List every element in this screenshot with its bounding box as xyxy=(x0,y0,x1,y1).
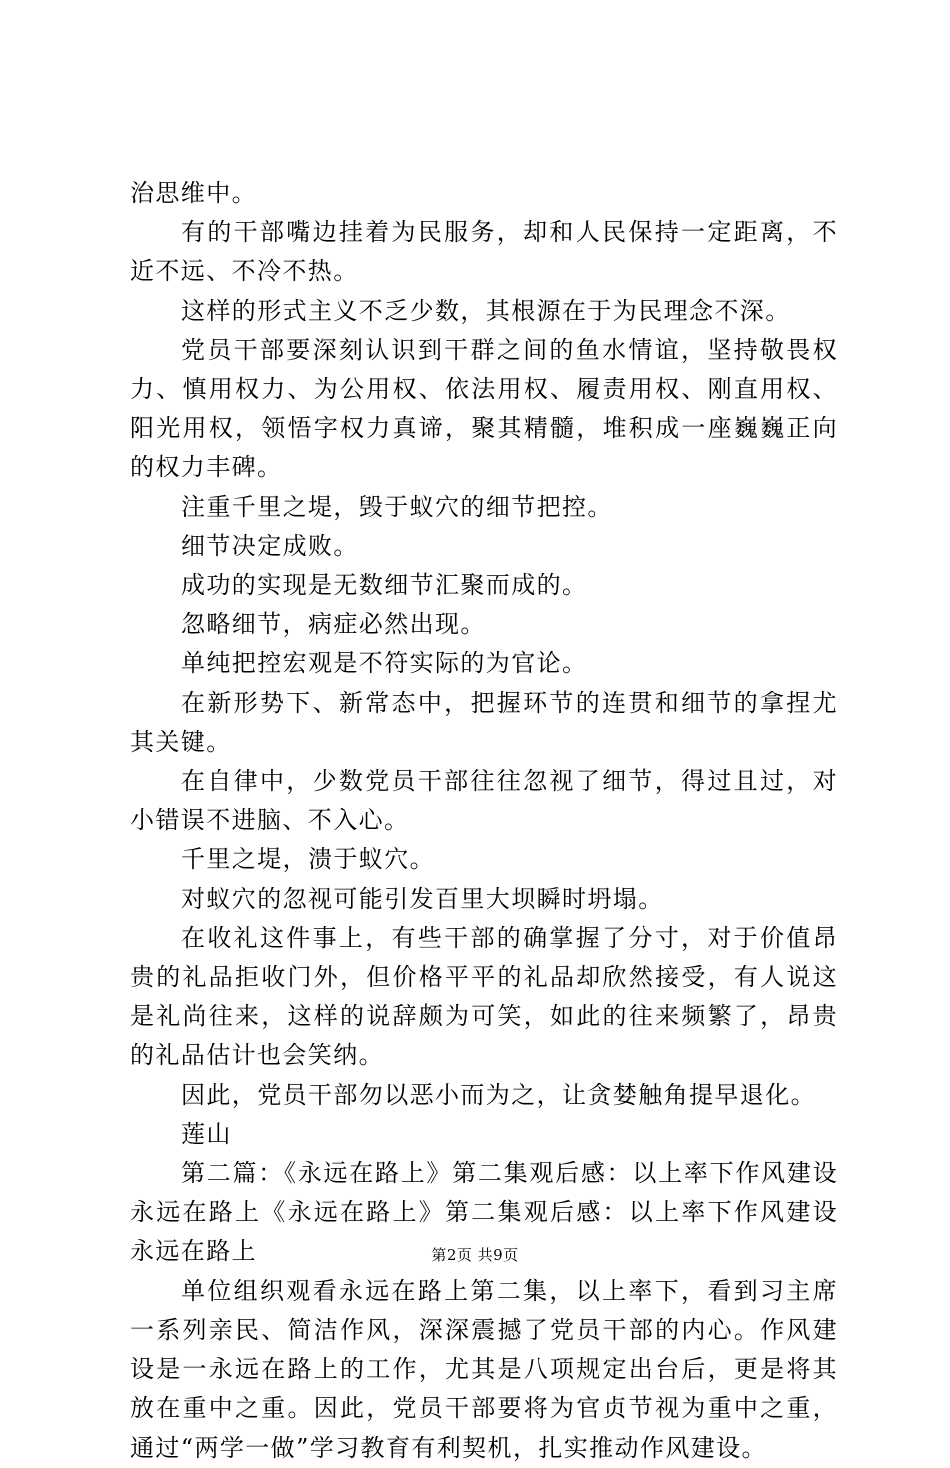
paragraph: 单位组织观看永远在路上第二集，以上率下，看到习主席一系列亲民、简洁作风，深深震撼了党员干部的内心。作风建设是一永远在路上的工作，尤其是八项规定出台后，更是将其放在重中之重。因此，党员干部要将为官贞节视为重中之重，通过“两学一做”学习教育有利契机，扎实推动作风建设。 xyxy=(130,1276,838,1462)
paragraph: 在收礼这件事上，有些干部的确掌握了分寸，对于价值昂贵的礼品拒收门外，但价格平平的礼品却欣然接受，有人说这是礼尚往来，这样的说辞颇为可笑，如此的往来频繁了，昂贵的礼品估计也会笑纳。 xyxy=(130,923,838,1070)
section-heading: 第二篇：《永远在路上》第二集观后感：以上率下作风建设永远在路上《永远在路上》第二集观后感：以上率下作风建设永远在路上 xyxy=(130,1159,838,1266)
paragraph: 细节决定成败。 xyxy=(181,531,359,560)
paragraph: 有的干部嘴边挂着为民服务，却和人民保持一定距离，不近不远、不冷不热。 xyxy=(130,218,838,286)
paragraph: 对蚁穴的忽视可能引发百里大坝瞬时坍塌。 xyxy=(181,884,664,913)
paragraph: 党员干部要深刻认识到干群之间的鱼水情谊，坚持敬畏权力、慎用权力、为公用权、依法用权、履责用权、刚直用权、阳光用权，领悟字权力真谛，聚其精髓，堆积成一座巍巍正向的权力丰碑。 xyxy=(130,335,838,482)
paragraph: 在自律中，少数党员干部往往忽视了细节，得过且过，对小错误不进脑、不入心。 xyxy=(130,767,838,835)
paragraph: 忽略细节，病症必然出现。 xyxy=(181,610,486,639)
page-number-footer: 第2页 共9页 xyxy=(431,1246,519,1264)
body-text xyxy=(130,174,838,1468)
paragraph: 在新形势下、新常态中，把握环节的连贯和细节的拿捏尤其关键。 xyxy=(130,688,838,756)
paragraph: 成功的实现是无数细节汇聚而成的。 xyxy=(181,571,588,600)
paragraph: 千里之堤，溃于蚁穴。 xyxy=(181,845,435,874)
paragraph: 因此，党员干部勿以恶小而为之，让贪婪触角提早退化。 xyxy=(181,1080,816,1109)
paragraph: 这样的形式主义不乏少数，其根源在于为民理念不深。 xyxy=(181,296,791,325)
paragraph: 治思维中。 xyxy=(130,179,257,207)
paragraph: 注重千里之堤，毁于蚁穴的细节把控。 xyxy=(181,492,613,521)
paragraph: 莲山 xyxy=(181,1119,232,1148)
paragraph: 单纯把控宏观是不符实际的为官论。 xyxy=(181,649,588,678)
